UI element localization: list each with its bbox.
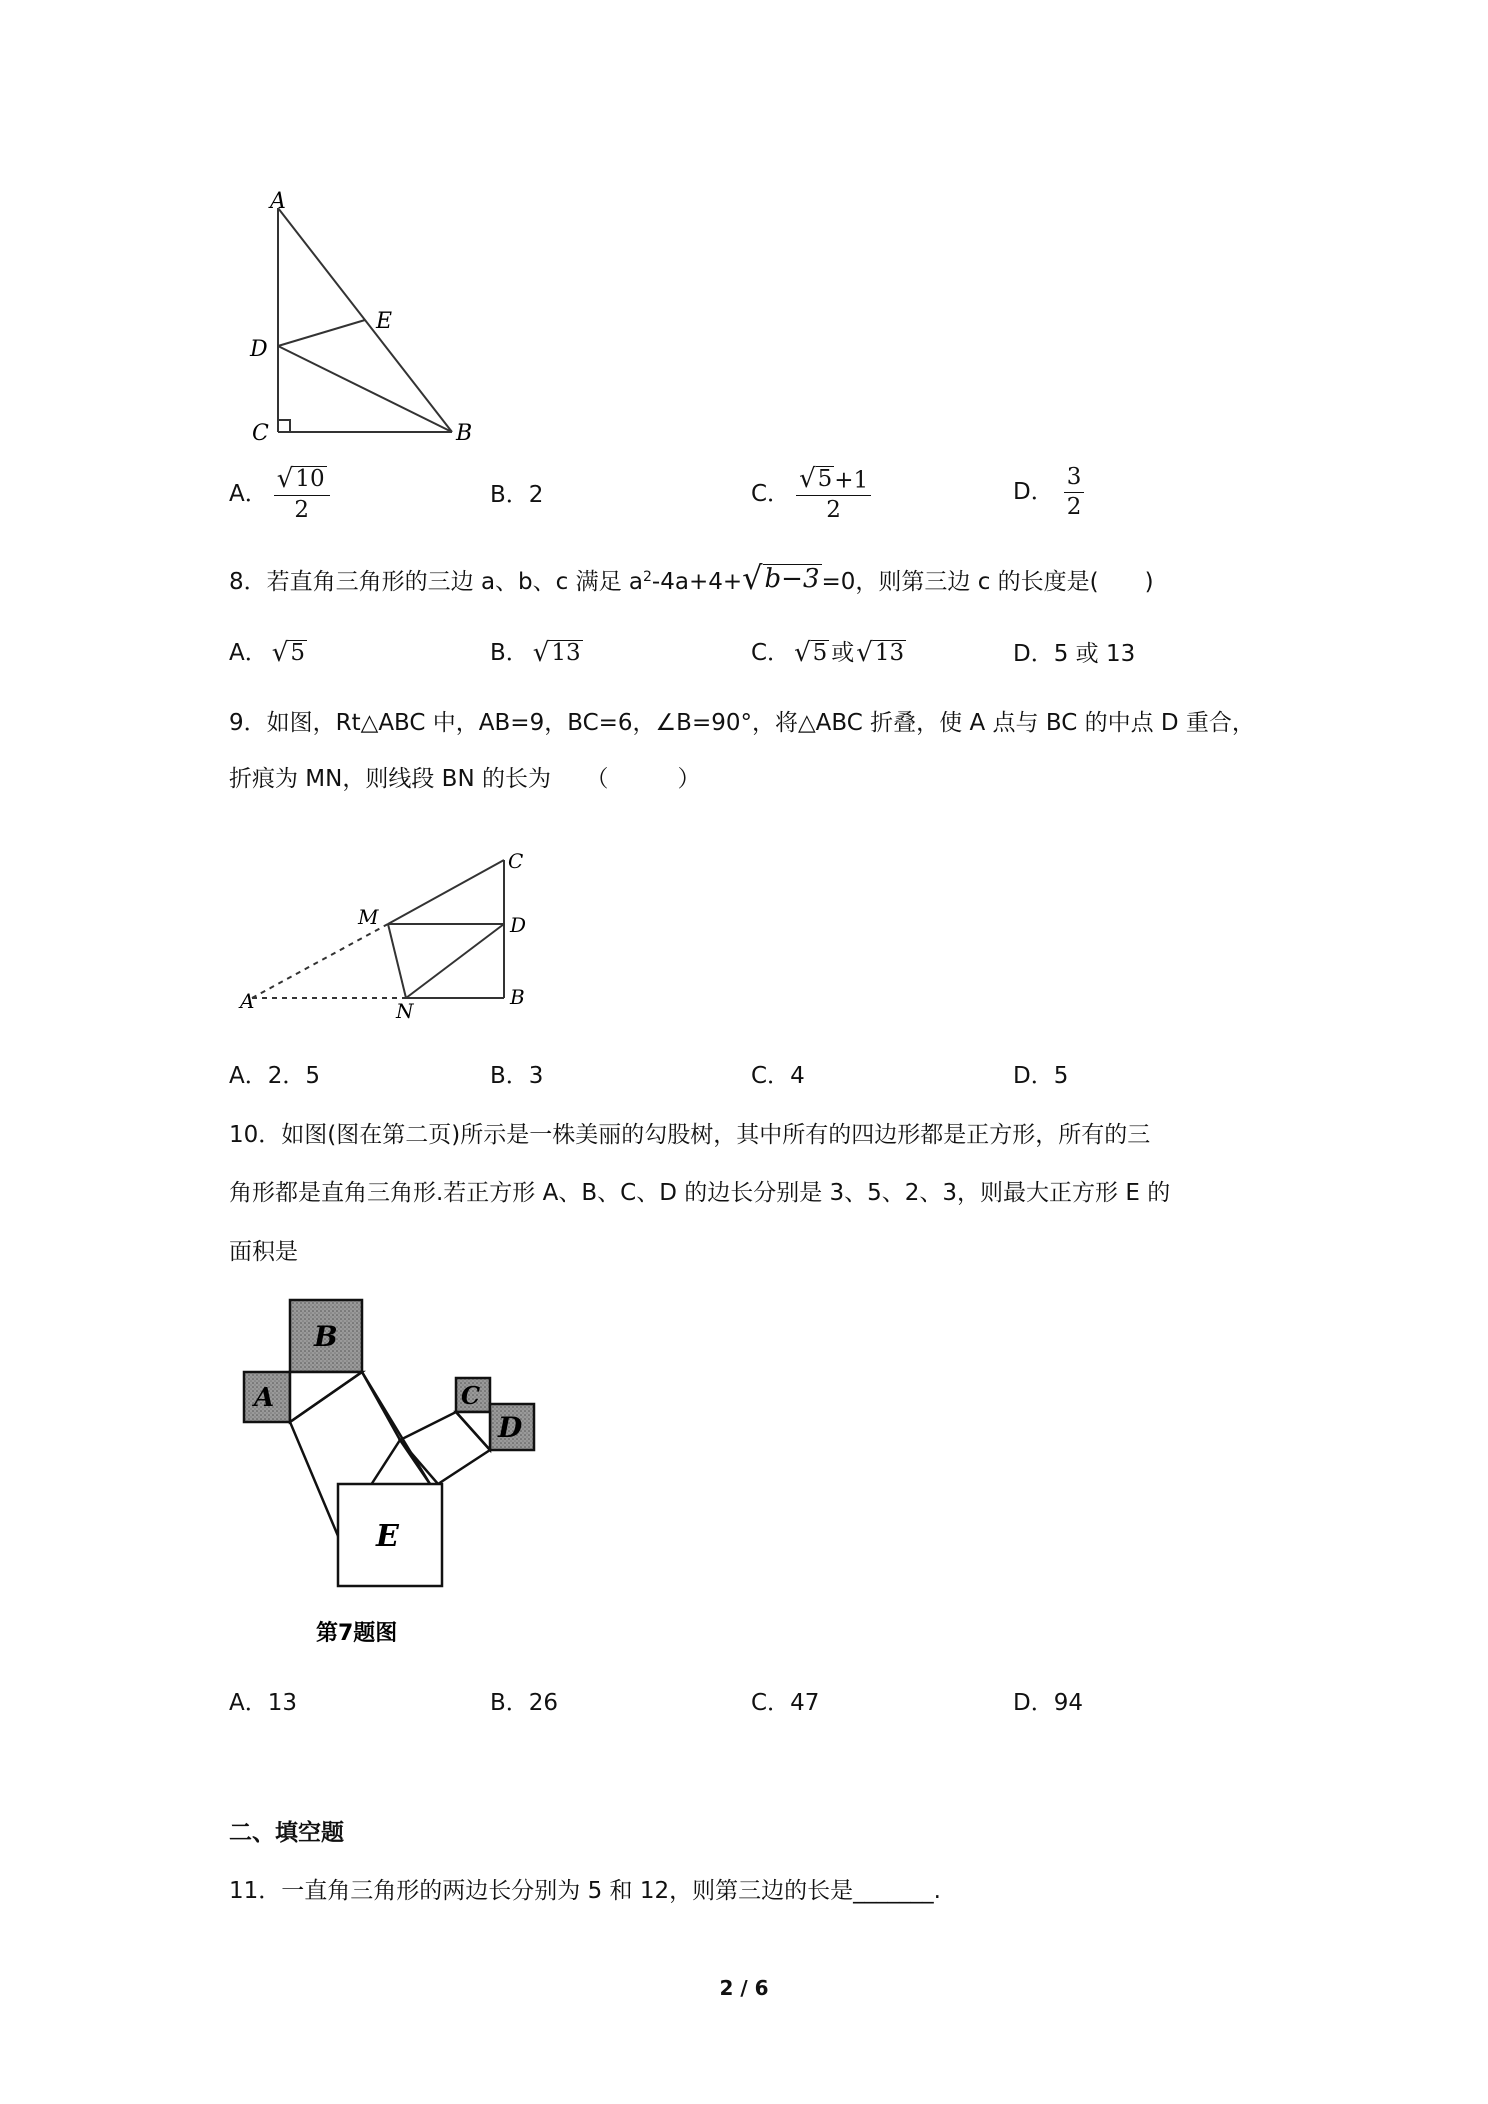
figure-q9-fold — [232, 840, 542, 1030]
q8-option-a: A． √ 5 — [229, 638, 305, 669]
figure-caption: 第7题图 — [316, 1621, 398, 1646]
label-d: D — [510, 913, 527, 937]
q10-option-c: C． 47 — [751, 1690, 820, 1716]
q9-option-a: A． 2．5 — [229, 1063, 321, 1089]
label-c: C — [252, 421, 269, 446]
q10-option-a: A． 13 — [229, 1690, 298, 1716]
q7-option-a: A． √ 10 2 — [229, 466, 330, 522]
q9-option-c: C． 4 — [751, 1063, 805, 1089]
question-11: 11．一直角三角形的两边长分别为 5 和 12，则第三边的长是_______. — [229, 1878, 941, 1904]
label-b: B — [456, 421, 473, 446]
page-number: 2 / 6 — [719, 1976, 769, 2000]
label-n: N — [396, 999, 414, 1023]
q10-option-d: D． 94 — [1013, 1690, 1083, 1716]
label-a: A — [240, 989, 255, 1013]
question-9-line1: 9．如图，Rt△ABC 中，AB=9，BC=6，∠B=90°，将△ABC 折叠，使 A 点与 BC 的中点 D 重合， — [229, 710, 1255, 736]
question-8: 8．若直角三角形的三边 a、b、c 满足 a $^2$ -4a+4+ √ b−3 =0，则第三边 c 的长度是( ) — [229, 559, 1154, 597]
label-b: B — [314, 1320, 338, 1353]
q7-option-c: C． √ 5 +1 2 — [751, 466, 871, 522]
figure-q7-triangle — [240, 190, 500, 455]
label-m: M — [358, 905, 379, 929]
q9-option-b: B． 3 — [490, 1063, 544, 1089]
section-title: 二、填空题 — [229, 1820, 344, 1846]
q7-option-d: D． $\frac{3}{2}$ — [1013, 466, 1084, 519]
label-d: D — [498, 1411, 523, 1444]
figure-q10-pythagoras-tree — [236, 1290, 546, 1670]
q8-option-d: D． 5 或 13 — [1013, 641, 1136, 667]
q8-option-b: B． √ 13 — [490, 638, 581, 669]
label-a: A — [254, 1383, 275, 1413]
question-10-line2: 角形都是直角三角形.若正方形 A、B、C、D 的边长分别是 3、5、2、3，则最大正方形 E 的 — [229, 1180, 1171, 1206]
label-e: E — [376, 1519, 399, 1554]
q9-option-d: D． 5 — [1013, 1063, 1069, 1089]
q8-option-c: C． √ 5 或 √ 13 — [751, 638, 905, 669]
label-c: C — [508, 849, 524, 873]
label-b: B — [510, 985, 525, 1009]
label-a: A — [270, 190, 286, 214]
question-10-line1: 10．如图(图在第二页)所示是一株美丽的勾股树，其中所有的四边形都是正方形，所有的三 — [229, 1122, 1151, 1148]
label-d: D — [250, 337, 268, 362]
question-9-line2: 折痕为 MN，则线段 BN 的长为 （ ） — [229, 766, 701, 792]
q10-option-b: B． 26 — [490, 1690, 559, 1716]
q7-option-b: B． 2 — [490, 482, 544, 508]
label-e: E — [376, 309, 393, 334]
question-10-line3: 面积是 — [229, 1239, 298, 1265]
label-c: C — [461, 1381, 481, 1410]
